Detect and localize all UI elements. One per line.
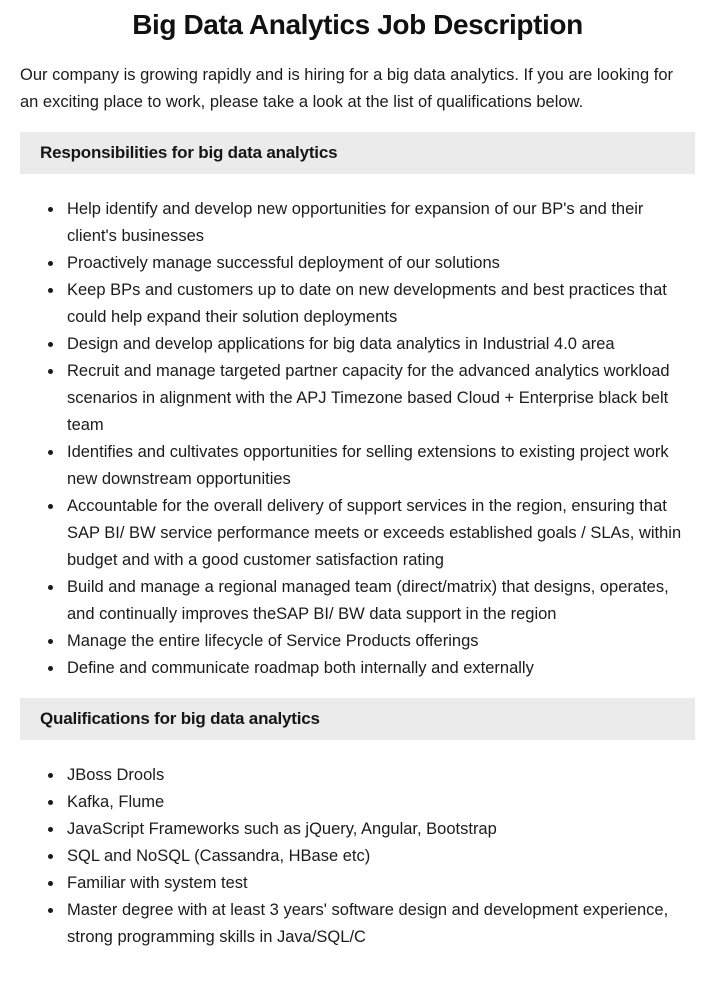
list-item: • Recruit and manage targeted partner capacity for the advanced analytics workload scenarios in alignment with the APJ Timezone based Cloud + Enterprise black belt team	[64, 358, 695, 439]
list-item: • Build and manage a regional managed team (direct/matrix) that designs, operates, and continually improves theSAP BI/ BW data support in the region	[64, 574, 695, 628]
list-item: • SQL and NoSQL (Cassandra, HBase etc)	[64, 843, 695, 870]
list-item: • Define and communicate roadmap both internally and externally	[64, 655, 695, 682]
list-item: • Accountable for the overall delivery of support services in the region, ensuring that SAP BI/ BW service performance meets or exceeds established goals / SLAs, within budget and with a good customer satisfaction rating	[64, 493, 695, 574]
responsibilities-header-bar	[20, 132, 695, 174]
list-item: • Master degree with at least 3 years' software design and development experience, strong programming skills in Java/SQL/C	[64, 897, 695, 951]
list-item: • Help identify and develop new opportunities for expansion of our BP's and their client's businesses	[64, 196, 695, 250]
responsibilities-section	[20, 132, 695, 682]
qualifications-section	[20, 698, 695, 951]
intro-paragraph: Our company is growing rapidly and is hiring for a big data analytics. If you are looking for an exciting place to work, please take a look at the list of qualifications below.	[20, 66, 673, 111]
list-item: • Identifies and cultivates opportunities for selling extensions to existing project work new downstream opportunities	[64, 439, 695, 493]
responsibilities-list	[20, 196, 695, 682]
list-item: • JBoss Drools	[64, 762, 695, 789]
qualifications-header-bar	[20, 698, 695, 740]
qualifications-list	[20, 762, 695, 951]
list-item: • Keep BPs and customers up to date on new developments and best practices that could help expand their solution deployments	[64, 277, 695, 331]
list-item: • JavaScript Frameworks such as jQuery, Angular, Bootstrap	[64, 816, 695, 843]
list-item: • Familiar with system test	[64, 870, 695, 897]
list-item: • Manage the entire lifecycle of Service Products offerings	[64, 628, 695, 655]
qualifications-heading: Qualifications for big data analytics	[40, 709, 320, 728]
list-item: • Design and develop applications for big data analytics in Industrial 4.0 area	[64, 331, 695, 358]
responsibilities-heading: Responsibilities for big data analytics	[40, 143, 338, 162]
page-title: Big Data Analytics Job Description	[132, 9, 583, 40]
list-item: • Kafka, Flume	[64, 789, 695, 816]
list-item: • Proactively manage successful deployment of our solutions	[64, 250, 695, 277]
